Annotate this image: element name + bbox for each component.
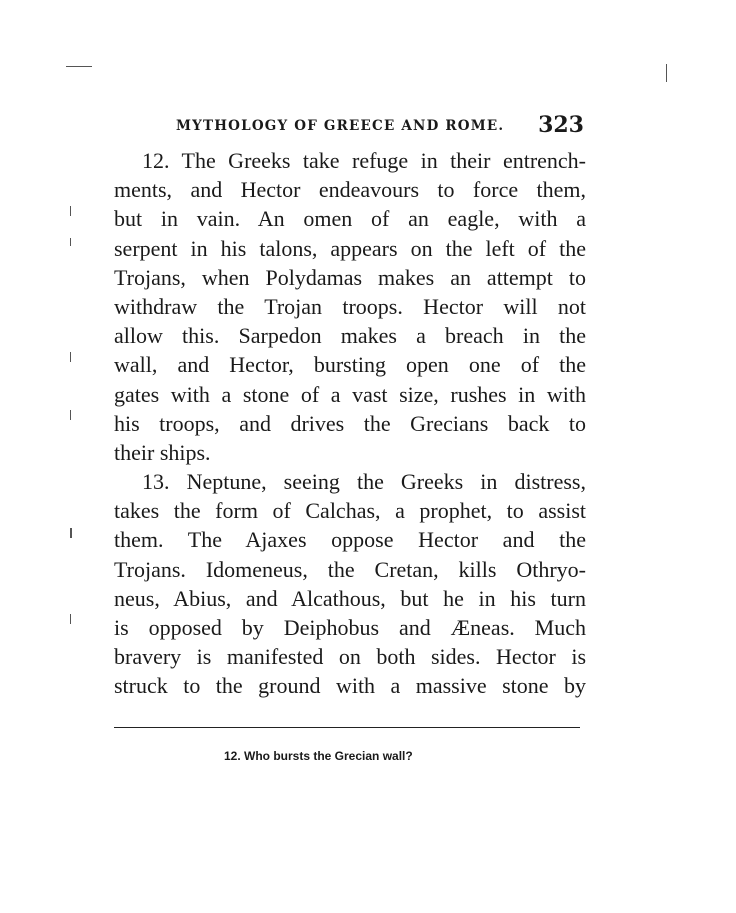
scan-mark-top-left bbox=[66, 66, 92, 67]
paragraph-13-line: takes the form of Calchas, a prophet, to assist bbox=[114, 498, 586, 524]
paragraph-12-line: his troops, and drives the Grecians back to bbox=[114, 410, 586, 436]
paragraph-12-line: wall, and Hector, bursting open one of the bbox=[114, 352, 586, 378]
scan-mark-margin bbox=[70, 206, 71, 216]
scan-mark-margin bbox=[70, 528, 72, 538]
paragraph-12-line: allow this. Sarpedon makes a breach in the bbox=[114, 323, 586, 349]
paragraph-12-line: but in vain. An omen of an eagle, with a bbox=[114, 206, 586, 232]
paragraph-12-line: withdraw the Trojan troops. Hector will not bbox=[114, 293, 586, 319]
page-title: MYTHOLOGY OF GREECE AND ROME. bbox=[176, 118, 505, 134]
paragraph-13-line: struck to the ground with a massive stone by bbox=[114, 673, 586, 699]
footnote-question: 12. Who bursts the Grecian wall? bbox=[224, 749, 413, 763]
scan-mark-margin bbox=[70, 614, 71, 624]
body-text bbox=[114, 146, 586, 701]
paragraph-13-line: them. The Ajaxes oppose Hector and the bbox=[114, 527, 586, 553]
running-head bbox=[114, 112, 584, 142]
paragraph-12-line: 12. The Greeks take refuge in their entrench- bbox=[142, 148, 586, 173]
scan-mark-top-right bbox=[666, 64, 667, 82]
paragraph-13-line: bravery is manifested on both sides. Hector is bbox=[114, 644, 586, 670]
page-number: 323 bbox=[538, 112, 584, 138]
paragraph-13-line: 13. Neptune, seeing the Greeks in distress, bbox=[142, 469, 586, 495]
paragraph-13-line: is opposed by Deiphobus and Æneas. Much bbox=[114, 615, 586, 640]
paragraph-12-line: gates with a stone of a vast size, rushes in with bbox=[114, 381, 586, 407]
scan-mark-margin bbox=[70, 238, 71, 246]
scan-mark-margin bbox=[70, 410, 71, 420]
paragraph-12-line: ments, and Hector endeavours to force them, bbox=[114, 177, 586, 203]
paragraph-12-line: their ships. bbox=[114, 439, 211, 465]
scan-mark-margin bbox=[70, 352, 71, 362]
paragraph-13-line: neus, Abius, and Alcathous, but he in his turn bbox=[114, 585, 586, 611]
paragraph-13-line: Trojans. Idomeneus, the Cretan, kills Othryo- bbox=[114, 556, 586, 582]
footnote-divider bbox=[114, 727, 580, 728]
paragraph-12-line: Trojans, when Polydamas makes an attempt to bbox=[114, 264, 586, 290]
paragraph-12-line: serpent in his talons, appears on the left of the bbox=[114, 235, 586, 261]
